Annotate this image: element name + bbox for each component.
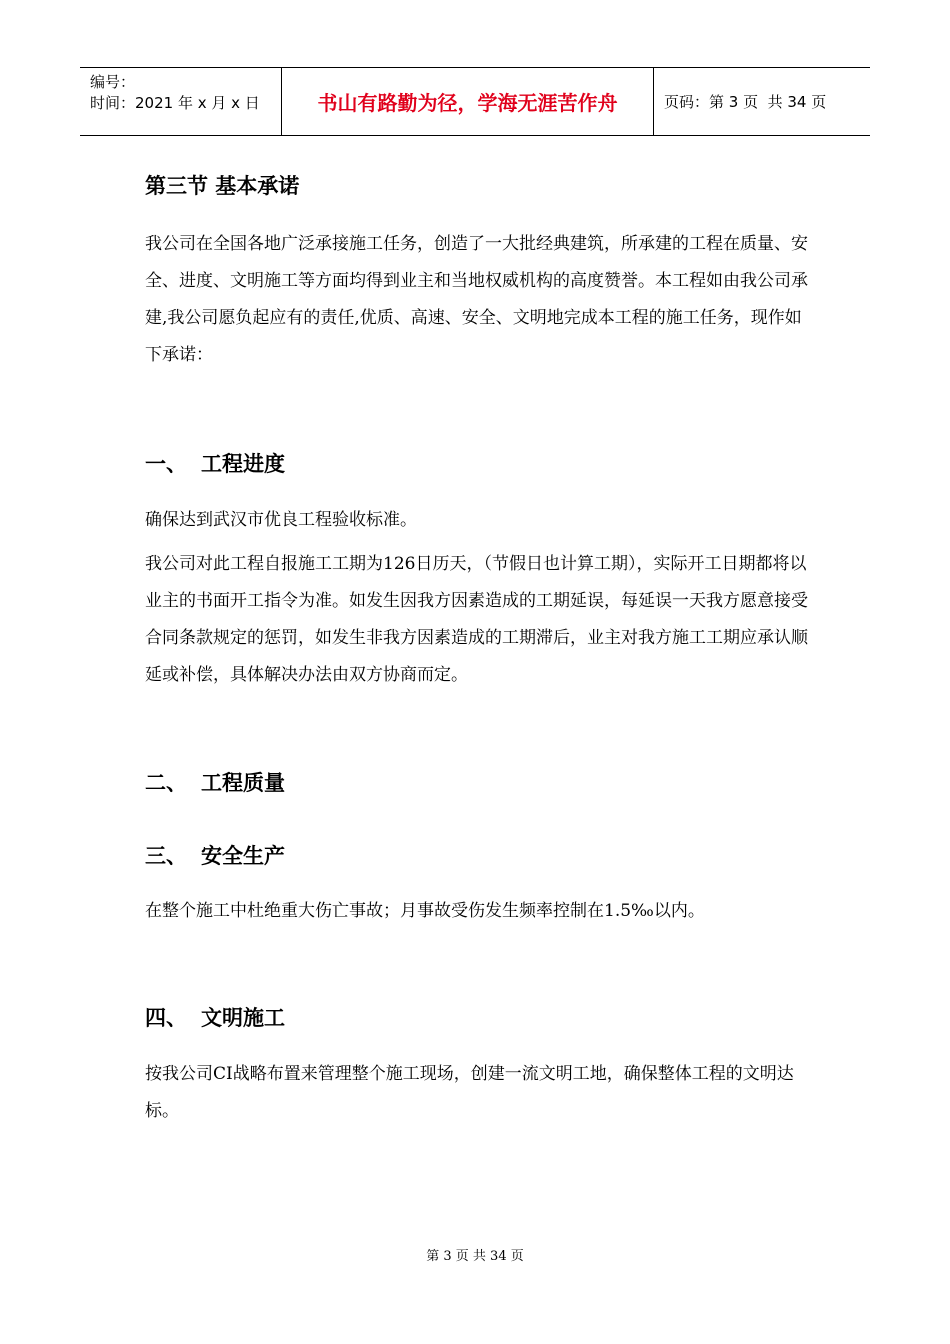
section-title: 第三节 基本承诺: [145, 174, 300, 198]
item-number: 四、: [145, 1006, 187, 1030]
item-title: 安全生产: [201, 844, 285, 868]
item-title: 工程进度: [201, 452, 285, 476]
item-paragraph: 我公司对此工程自报施工工期为126日历天，（节假日也计算工期），实际开工日期都将以业主的书面开工指令为准。如发生因我方因素造成的工期延误，每延误一天我方愿意接受合同条款规定的惩罚，如发生非我方因素造成的工期滞后，业主对我方施工工期应承认顺延或补偿，具体解决办法由双方协商而定。: [145, 554, 808, 685]
header-meta: [80, 68, 282, 135]
item-heading-4: [145, 1002, 285, 1032]
page-footer: 第 3 页 共 34 页: [426, 1249, 524, 1264]
item-title: 工程质量: [201, 771, 285, 795]
item-title: 文明施工: [201, 1006, 285, 1030]
header-motto: 书山有路勤为径，学海无涯苦作舟: [282, 68, 654, 135]
item-paragraph: 确保达到武汉市优良工程验收标准。: [145, 510, 417, 530]
header-page-info: [654, 68, 870, 135]
item-paragraph: 在整个施工中杜绝重大伤亡事故；月事故受伤发生频率控制在1.5‰以内。: [145, 901, 705, 921]
header-page-info-text: 页码：第 3 页 共 34 页: [664, 93, 827, 111]
document-date: 时间：2021 年 x 月 x 日: [90, 94, 260, 112]
item-heading-2: [145, 767, 285, 797]
page-header: [80, 67, 870, 136]
item-number: 三、: [145, 844, 187, 868]
item-paragraph: 按我公司CI战略布置来管理整个施工现场，创建一流文明工地，确保整体工程的文明达标。: [145, 1064, 794, 1121]
section-intro: 我公司在全国各地广泛承接施工任务，创造了一大批经典建筑，所承建的工程在质量、安全、进度、文明施工等方面均得到业主和当地权威机构的高度赞誉。本工程如由我公司承建,我公司愿负起应有的责任,优质、高速、安全、文明地完成本工程的施工任务，现作如下承诺：: [145, 234, 808, 365]
document-number-label: 编号：: [90, 73, 136, 91]
item-number: 二、: [145, 771, 187, 795]
item-heading-1: [145, 448, 285, 478]
item-heading-3: [145, 840, 285, 870]
item-number: 一、: [145, 452, 187, 476]
